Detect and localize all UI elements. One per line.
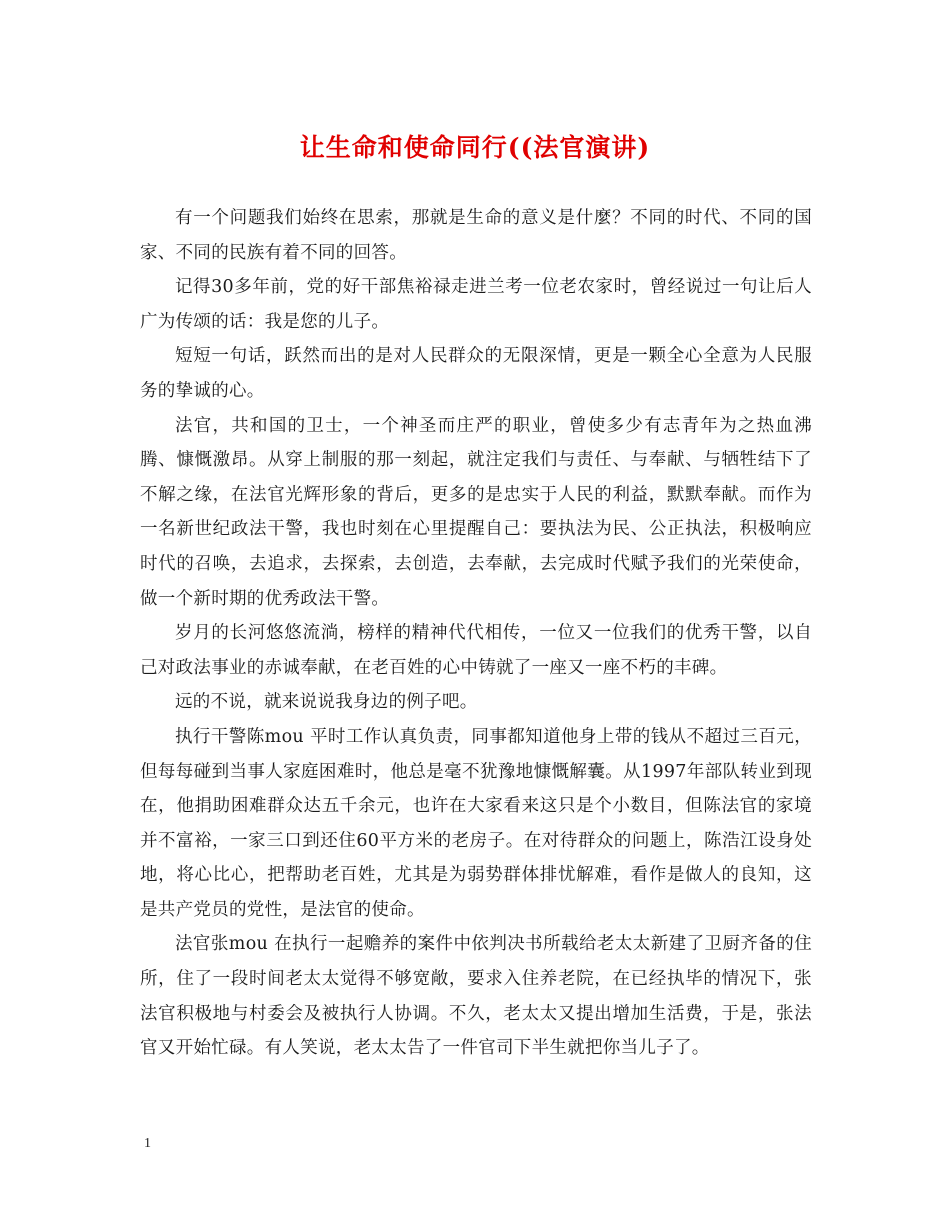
paragraph: 岁月的长河悠悠流淌，榜样的精神代代相传，一位又一位我们的优秀干警，以自己对政法事业的赤诚奉献，在老百姓的心中铸就了一座又一座不朽的丰碑。	[140, 623, 812, 678]
paragraph: 法官张mou 在执行一起赡养的案件中依判决书所载给老太太新建了卫厨齐备的住所，住了一段时间老太太觉得不够宽敞，要求入住养老院，在已经执毕的情况下，张法官积极地与村委会及被执行人协调。不久，老太太又提出增加生活费，于是，张法官又开始忙碌。有人笑说，老太太告了一件官司下半生就把你当儿子了。	[140, 934, 812, 1059]
paragraph: 记得30多年前，党的好干部焦裕禄走进兰考一位老农家时，曾经说过一句让后人广为传颂的话：我是您的儿子。	[140, 277, 812, 332]
document-title: 让生命和使命同行((法官演讲)	[299, 133, 651, 162]
paragraph: 法官，共和国的卫士，一个神圣而庄严的职业，曾使多少有志青年为之热血沸腾、慷慨激昂。从穿上制服的那一刻起，就注定我们与责任、与奉献、与牺牲结下了不解之缘，在法官光辉形象的背后，更多的是忠实于人民的利益，默默奉献。而作为一名新世纪政法干警，我也时刻在心里提醒自己：要执法为民、公正执法，积极响应时代的召唤，去追求，去探索，去创造，去奉献，去完成时代赋予我们的光荣使命，做一个新时期的优秀政法干警。	[140, 415, 812, 609]
paragraph: 短短一句话，跃然而出的是对人民群众的无限深情，更是一颗全心全意为人民服务的挚诚的心。	[140, 346, 812, 401]
paragraph: 远的不说，就来说说我身边的例子吧。	[175, 692, 478, 713]
paragraph: 有一个问题我们始终在思索，那就是生命的意义是什麼？不同的时代、不同的国家、不同的民族有着不同的回答。	[140, 208, 812, 263]
page-number: 1	[144, 1136, 151, 1151]
document-body	[140, 201, 812, 1066]
paragraph: 执行干警陈mou 平时工作认真负责，同事都知道他身上带的钱从不超过三百元，但每每碰到当事人家庭困难时，他总是毫不犹豫地慷慨解囊。从1997年部队转业到现在，他捐助困难群众达五千余元，也许在大家看来这只是个小数目，但陈法官的家境并不富裕，一家三口到还住60平方米的老房子。在对待群众的问题上，陈浩江设身处地，将心比心，把帮助老百姓，尤其是为弱势群体排忧解难，看作是做人的良知，这是共产党员的党性，是法官的使命。	[140, 726, 812, 920]
